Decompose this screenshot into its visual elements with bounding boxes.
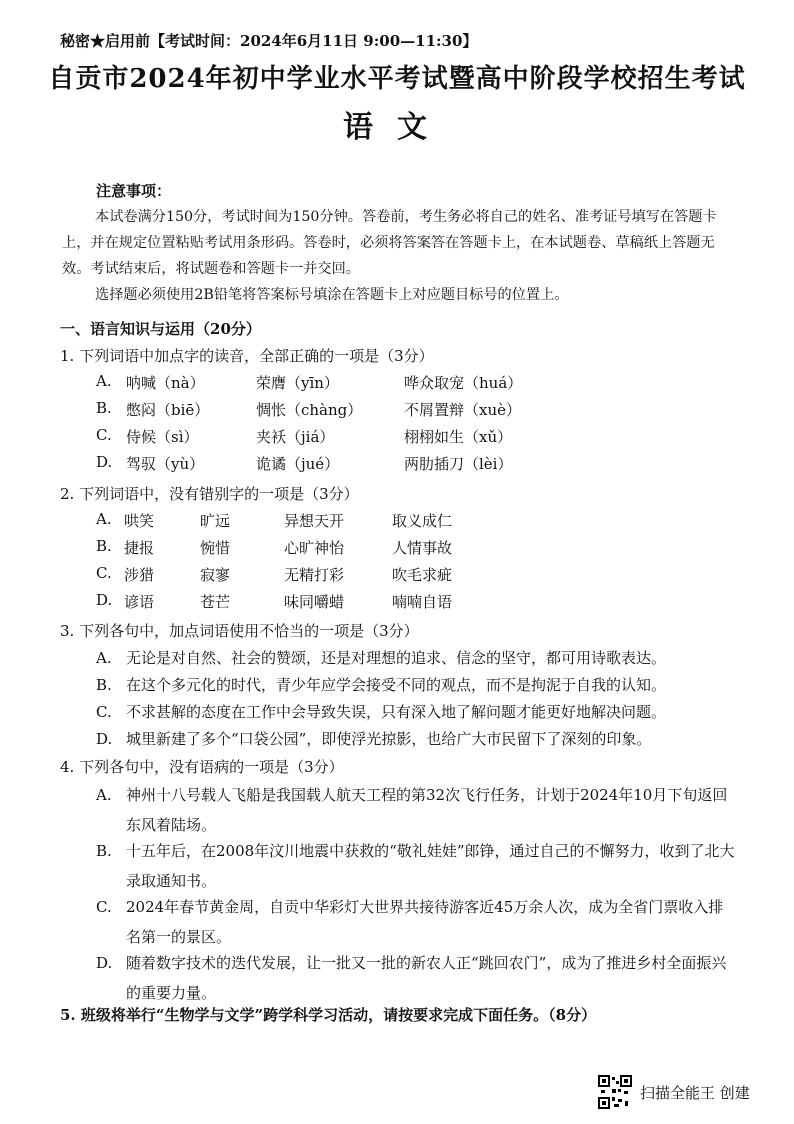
question-3-option-d xyxy=(96,725,736,753)
question-4-option-d xyxy=(96,948,736,1008)
option-letter: D. xyxy=(96,591,113,609)
question-1-stem: 1. 下列词语中加点字的读音，全部正确的一项是（3分） xyxy=(60,347,434,365)
option-word: 无精打彩 xyxy=(284,566,345,584)
question-4-option-b xyxy=(96,836,736,896)
option-word: 味同嚼蜡 xyxy=(284,593,345,611)
option-letter: A. xyxy=(96,786,112,804)
option-word: 憋闷（biē） xyxy=(126,401,210,419)
option-word: 旷远 xyxy=(200,512,231,530)
question-2-stem: 2. 下列词语中，没有错别字的一项是（3分） xyxy=(60,485,359,503)
qr-code-icon xyxy=(598,1075,632,1109)
option-word: 哄笑 xyxy=(124,512,155,530)
option-word: 驾驭（yù） xyxy=(126,455,205,473)
question-3-option-a xyxy=(96,644,736,672)
option-letter: B. xyxy=(96,842,112,860)
option-sentence: 2024年春节黄金周，自贡中华彩灯大世界共接待游客近45万余人次，成为全省门票收入排名第一的景区。 xyxy=(126,898,724,946)
option-letter: D. xyxy=(96,954,113,972)
option-letter: C. xyxy=(96,426,112,444)
option-sentence: 神州十八号载人飞船是我国载人航天工程的第32次飞行任务，计划于2024年10月下旬返回东风着陆场。 xyxy=(126,786,728,834)
option-sentence: 不求甚解的态度在工作中会导致失误，只有深入地了解问题才能更好地解决问题。 xyxy=(126,703,667,721)
option-word: 吹毛求疵 xyxy=(392,566,453,584)
option-word: 涉猎 xyxy=(124,566,155,584)
option-sentence: 无论是对自然、社会的赞颂，还是对理想的追求、信念的坚守，都可用诗歌表达。 xyxy=(126,649,667,667)
option-word: 侍候（sì） xyxy=(126,428,199,446)
option-word: 呐喊（nà） xyxy=(126,374,205,392)
option-sentence: 城里新建了多个“口袋公园”，即使浮光掠影，也给广大市民留下了深刻的印象。 xyxy=(126,730,652,748)
confidential-header: 秘密★启用前【考试时间：2024年6月11日 9:00—11:30】 xyxy=(60,32,478,50)
notice-heading: 注意事项： xyxy=(96,182,172,200)
option-word: 苍芒 xyxy=(200,593,231,611)
question-4-stem: 4. 下列各句中，没有语病的一项是（3分） xyxy=(60,758,344,776)
option-letter: B. xyxy=(96,537,112,555)
option-sentence: 十五年后，在2008年汶川地震中获救的“敬礼娃娃”郎铮，通过自己的不懈努力，收到了北大录取通知书。 xyxy=(126,842,735,890)
question-5-stem: 5. 班级将举行“生物学与文学”跨学科学习活动，请按要求完成下面任务。（8分） xyxy=(60,1006,597,1024)
option-letter: A. xyxy=(96,649,112,667)
section-heading: 一、语言知识与运用（20分） xyxy=(60,320,261,338)
question-4-option-a xyxy=(96,780,736,840)
option-letter: C. xyxy=(96,703,112,721)
option-word: 寂寥 xyxy=(200,566,231,584)
option-word: 心旷神怡 xyxy=(284,539,345,557)
option-word: 荣膺（yīn） xyxy=(256,374,339,392)
option-sentence: 随着数字技术的迭代发展，让一批又一批的新农人正“跳回农门”，成为了推进乡村全面振兴的重要力量。 xyxy=(126,954,727,1002)
option-word: 异想天开 xyxy=(284,512,345,530)
option-word: 惋惜 xyxy=(200,539,231,557)
notice-paragraph-2: 选择题必须使用2B铅笔将答案标号填涂在答题卡上对应题目标号的位置上。 xyxy=(95,287,569,303)
option-letter: C. xyxy=(96,564,112,582)
scanner-watermark: 扫描全能王 创建 xyxy=(640,1084,750,1102)
question-4-option-c xyxy=(96,892,736,952)
option-word: 取义成仁 xyxy=(392,512,453,530)
question-3-option-b xyxy=(96,671,736,699)
option-word: 栩栩如生（xǔ） xyxy=(404,428,513,446)
option-word: 不屑置辩（xuè） xyxy=(404,401,521,419)
option-word: 喃喃自语 xyxy=(392,593,453,611)
question-3-stem: 3. 下列各句中，加点词语使用不恰当的一项是（3分） xyxy=(60,622,419,640)
option-word: 哗众取宠（huá） xyxy=(404,374,523,392)
exam-title: 自贡市2024年初中学业水平考试暨高中阶段学校招生考试 xyxy=(48,64,746,94)
option-word: 夹袄（jiá） xyxy=(256,428,335,446)
option-letter: D. xyxy=(96,730,113,748)
option-letter: A. xyxy=(96,372,112,390)
option-letter: B. xyxy=(96,399,112,417)
option-word: 诡谲（jué） xyxy=(256,455,340,473)
question-3-option-c xyxy=(96,698,736,726)
option-word: 人情事故 xyxy=(392,539,453,557)
subject-title: 语文 xyxy=(343,110,451,145)
option-sentence: 在这个多元化的时代，青少年应学会接受不同的观点，而不是拘泥于自我的认知。 xyxy=(126,676,667,694)
option-letter: D. xyxy=(96,453,113,471)
option-letter: C. xyxy=(96,898,112,916)
option-letter: B. xyxy=(96,676,112,694)
option-letter: A. xyxy=(96,510,112,528)
notice-paragraph-1: 本试卷满分150分，考试时间为150分钟。答卷前，考生务必将自己的姓名、准考证号填写在答题卡上，并在规定位置粘贴考试用条形码。答卷时，必须将答案答在答题卡上，在本试题卷、草稿纸上答题无效。考试结束后，将试题卷和答题卡一并交回。 xyxy=(62,209,717,277)
notice-body xyxy=(62,204,722,308)
option-word: 捷报 xyxy=(124,539,155,557)
option-word: 谚语 xyxy=(124,593,155,611)
option-word: 两肋插刀（lèi） xyxy=(404,455,513,473)
option-word: 惆怅（chàng） xyxy=(256,401,363,419)
